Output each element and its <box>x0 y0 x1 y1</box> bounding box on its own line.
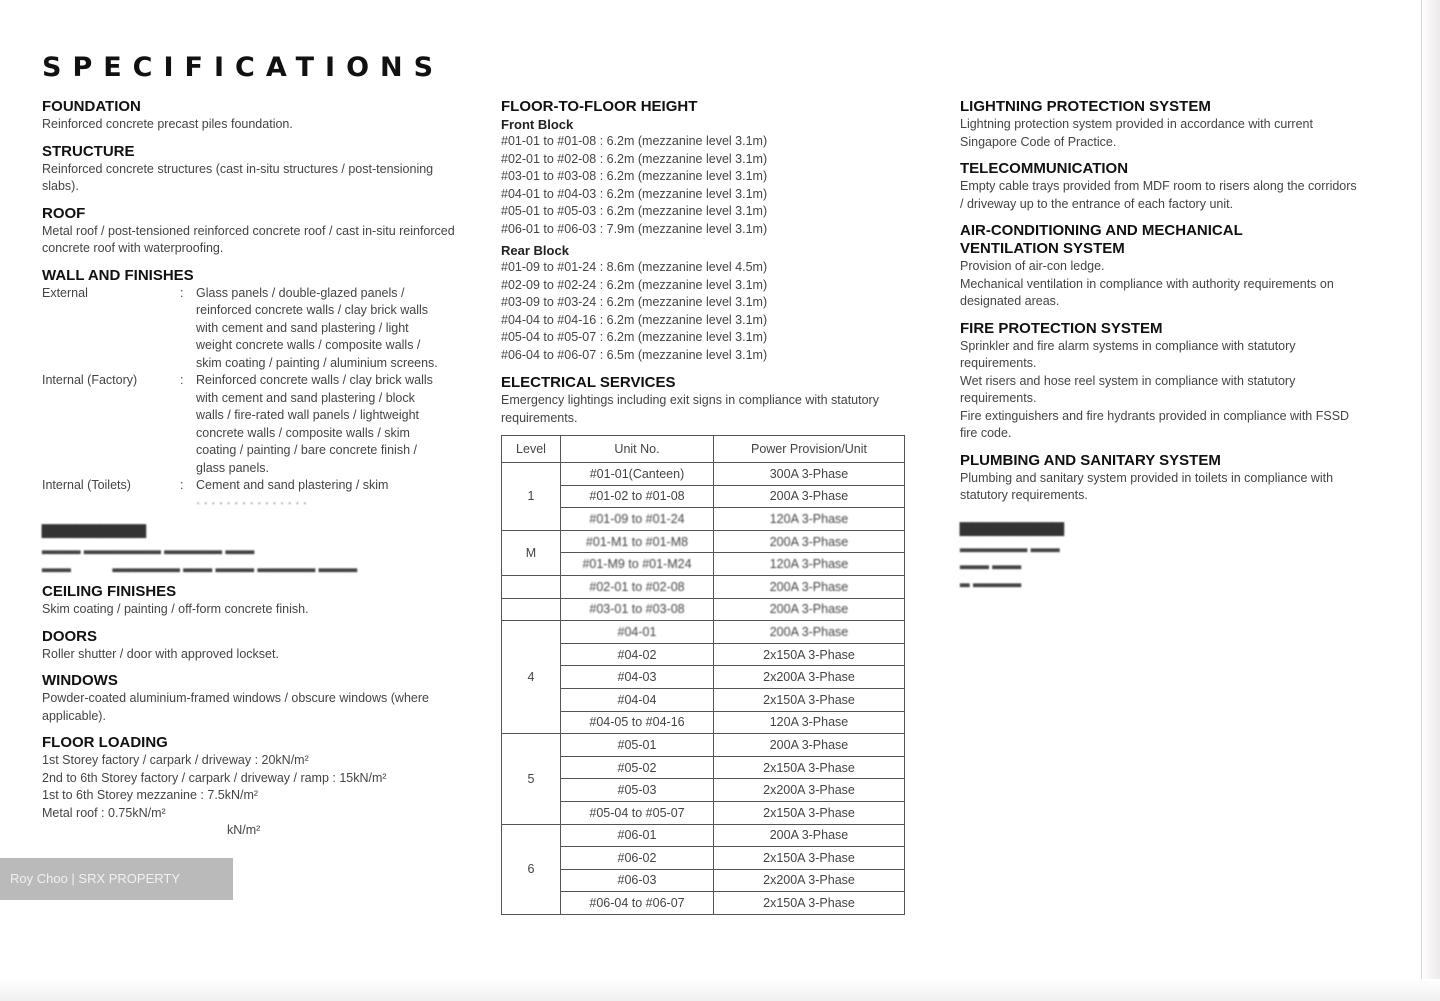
section-ceiling <box>42 583 462 619</box>
cell-unit-no: #06-02 <box>561 847 714 870</box>
heading-fire: FIRE PROTECTION SYSTEM <box>960 319 1163 337</box>
cell-power-provision: 200A 3-Phase <box>714 575 905 598</box>
column-left <box>42 98 462 849</box>
cell-unit-no: #01-M1 to #01-M8 <box>561 530 714 553</box>
heading-wall-finishes: WALL AND FINISHES <box>42 266 194 284</box>
heading-acmv-2: VENTILATION SYSTEM <box>960 240 1125 257</box>
text-foundation: Reinforced concrete precast piles foundation. <box>42 117 293 131</box>
heading-lightning: LIGHTNING PROTECTION SYSTEM <box>960 98 1211 115</box>
colon-separator: : <box>180 478 184 492</box>
section-electrical <box>501 374 911 915</box>
cell-level: 6 <box>502 824 561 914</box>
cell-power-provision: 120A 3-Phase <box>714 553 905 576</box>
table-row <box>502 643 905 666</box>
text-fire: Fire extinguishers and fire hydrants provided in compliance with FSSD fire code. <box>960 408 1350 440</box>
column-middle <box>501 98 911 924</box>
table-row <box>502 598 905 621</box>
cell-unit-no: #05-03 <box>561 779 714 802</box>
floor-loading-line: kN/m² <box>227 823 261 837</box>
section-plumbing <box>960 452 1360 505</box>
cell-power-provision: 2x200A 3-Phase <box>714 666 905 689</box>
table-row <box>502 530 905 553</box>
page-title: SPECIFICATIONS <box>42 52 445 83</box>
cell-power-provision: 2x150A 3-Phase <box>714 688 905 711</box>
cell-level: 4 <box>502 621 561 734</box>
cell-power-provision: 200A 3-Phase <box>714 621 905 644</box>
table-row <box>502 892 905 915</box>
cell-unit-no: #01-M9 to #01-M24 <box>561 553 714 576</box>
text-fire: Wet risers and hose reel system in compliance with statutory requirements. <box>960 373 1296 405</box>
cell-power-provision: 300A 3-Phase <box>714 463 905 486</box>
floor-height-line: #05-01 to #05-03 : 6.2m (mezzanine level 3.1m) <box>501 204 768 218</box>
table-row <box>502 801 905 824</box>
section-lightning <box>960 98 1360 151</box>
wall-label-internal-toilets: Internal (Toilets) <box>42 478 131 492</box>
text-plumbing: Plumbing and sanitary system provided in toilets in compliance with statutory requirements. <box>960 470 1334 502</box>
cell-power-provision: 2x150A 3-Phase <box>714 643 905 666</box>
power-provision-table <box>501 435 905 915</box>
blank-sep <box>180 495 196 513</box>
page-edge-right <box>1421 0 1440 1001</box>
text-acmv: Provision of air-con ledge. <box>960 259 1105 273</box>
table-row <box>502 621 905 644</box>
blurred-line: ▂▂▂▂▂▂▂ ▂▂▂ <box>960 537 1060 552</box>
cell-unit-no: #05-04 to #05-07 <box>561 801 714 824</box>
section-windows <box>42 672 462 725</box>
table-row <box>502 847 905 870</box>
table-body <box>502 463 905 915</box>
heading-roof: ROOF <box>42 204 86 222</box>
section-blurred-floor <box>42 521 462 574</box>
heading-floor-loading: FLOOR LOADING <box>42 734 168 751</box>
section-floor-loading <box>42 734 462 840</box>
wall-row-internal-factory <box>42 372 462 477</box>
cell-power-provision: 2x150A 3-Phase <box>714 847 905 870</box>
floor-height-line: #01-01 to #01-08 : 6.2m (mezzanine level 3.1m) <box>501 134 768 148</box>
cell-level <box>502 575 561 598</box>
cell-power-provision: 120A 3-Phase <box>714 711 905 734</box>
cell-unit-no: #01-02 to #01-08 <box>561 485 714 508</box>
colon-separator: : <box>180 373 184 387</box>
floor-height-line: #01-09 to #01-24 : 8.6m (mezzanine level 4.5m) <box>501 260 768 274</box>
floor-loading-line: 2nd to 6th Storey factory / carpark / driveway / ramp : 15kN/m² <box>42 770 387 785</box>
cell-unit-no: #04-04 <box>561 688 714 711</box>
cell-level: 5 <box>502 734 561 824</box>
watermark-text: Roy Choo | SRX PROPERTY <box>10 871 181 886</box>
text-lightning: Lightning protection system provided in accordance with current Singapore Code of Practice. <box>960 117 1313 149</box>
cell-power-provision: 120A 3-Phase <box>714 508 905 531</box>
heading-electrical: ELECTRICAL SERVICES <box>501 374 676 391</box>
table-row <box>502 734 905 757</box>
cell-power-provision: 200A 3-Phase <box>714 485 905 508</box>
floor-height-line: #02-01 to #02-08 : 6.2m (mezzanine level 3.1m) <box>501 151 768 166</box>
cell-unit-no: #02-01 to #02-08 <box>561 575 714 598</box>
cell-power-provision: 200A 3-Phase <box>714 824 905 847</box>
heading-foundation: FOUNDATION <box>42 98 141 115</box>
cell-unit-no: #01-09 to #01-24 <box>561 508 714 531</box>
cell-unit-no: #06-03 <box>561 869 714 892</box>
text-roof: Metal roof / post-tensioned reinforced concrete roof / cast in-situ reinforced concrete roof with waterproofing. <box>42 223 455 255</box>
text-doors: Roller shutter / door with approved lockset. <box>42 646 279 661</box>
section-blurred-right <box>960 519 1360 590</box>
table-row <box>502 508 905 531</box>
floor-height-line: #06-01 to #06-03 : 7.9m (mezzanine level 3.1m) <box>501 221 768 236</box>
floor-height-line: #04-04 to #04-16 : 6.2m (mezzanine level 3.1m) <box>501 312 768 327</box>
heading-ceiling: CEILING FINISHES <box>42 583 177 600</box>
blurred-text: · · · · · · · · · · · · · · · <box>196 495 308 510</box>
section-wall-finishes <box>42 267 462 513</box>
cell-unit-no: #06-04 to #06-07 <box>561 892 714 915</box>
table-row <box>502 575 905 598</box>
cell-power-provision: 2x150A 3-Phase <box>714 756 905 779</box>
cell-power-provision: 200A 3-Phase <box>714 530 905 553</box>
section-acmv <box>960 222 1360 311</box>
subheading-rear-block: Rear Block <box>501 243 569 258</box>
wall-value-internal-factory: Reinforced concrete walls / clay brick walls with cement and sand plastering / block walls / fire-rated wall panels / lightweight concrete walls / composite walls / skim coating / painting / bare concrete finish / glass panels. <box>196 373 433 475</box>
table-row <box>502 688 905 711</box>
cell-power-provision: 200A 3-Phase <box>714 734 905 757</box>
cell-power-provision: 2x200A 3-Phase <box>714 779 905 802</box>
floor-height-line: #05-04 to #05-07 : 6.2m (mezzanine level 3.1m) <box>501 330 768 344</box>
floor-height-line: #02-09 to #02-24 : 6.2m (mezzanine level 3.1m) <box>501 277 768 292</box>
blurred-line: ▂▂▂ ▂▂▂ <box>960 555 1022 569</box>
blurred-heading: ▆▆▆▆▆▆▆▆▆ <box>42 521 146 538</box>
cell-power-provision: 2x150A 3-Phase <box>714 892 905 915</box>
cell-power-provision: 2x150A 3-Phase <box>714 801 905 824</box>
blurred-line: ▂▂▂ ▂▂▂▂▂▂▂ ▂▂▂ ▂▂▂▂ ▂▂▂▂▂▂ ▂▂▂▂ <box>42 557 358 572</box>
heading-doors: DOORS <box>42 627 98 645</box>
table-row <box>502 553 905 576</box>
page-edge-bottom <box>0 979 1440 1001</box>
floor-height-line: #04-01 to #04-03 : 6.2m (mezzanine level 3.1m) <box>501 186 768 201</box>
wall-row-external <box>42 285 462 373</box>
cell-unit-no: #05-02 <box>561 756 714 779</box>
header-power-provision: Power Provision/Unit <box>714 436 905 463</box>
wall-value-internal-toilets: Cement and sand plastering / skim <box>196 478 389 492</box>
text-acmv: Mechanical ventilation in compliance with authority requirements on designated areas. <box>960 276 1334 308</box>
section-floor-to-floor <box>501 98 911 364</box>
front-block-list <box>501 133 911 238</box>
table-row <box>502 666 905 689</box>
watermark-banner <box>0 858 233 900</box>
floor-height-line: #03-09 to #03-24 : 6.2m (mezzanine level 3.1m) <box>501 295 768 309</box>
cell-power-provision: 200A 3-Phase <box>714 598 905 621</box>
cell-unit-no: #05-01 <box>561 734 714 757</box>
table-row <box>502 869 905 892</box>
table-row <box>502 485 905 508</box>
heading-telecom: TELECOMMUNICATION <box>960 160 1129 177</box>
cell-unit-no: #06-01 <box>561 824 714 847</box>
wall-row-internal-toilets <box>42 477 462 495</box>
cell-unit-no: #04-03 <box>561 666 714 689</box>
heading-windows: WINDOWS <box>42 672 118 689</box>
section-roof <box>42 205 462 258</box>
floor-loading-line: Metal roof : 0.75kN/m² <box>42 805 166 820</box>
blurred-line: ▂▂▂▂ ▂▂▂▂▂▂▂▂ ▂▂▂▂▂▂ ▂▂▂ <box>42 540 255 554</box>
section-fire <box>960 320 1360 443</box>
table-row <box>502 756 905 779</box>
wall-label-external: External <box>42 285 88 300</box>
wall-label-internal-factory: Internal (Factory) <box>42 373 138 387</box>
table-row <box>502 463 905 486</box>
table-header-row <box>502 436 905 463</box>
heading-floor-to-floor: FLOOR-TO-FLOOR HEIGHT <box>501 98 698 115</box>
text-ceiling: Skim coating / painting / off-form concrete finish. <box>42 602 309 616</box>
section-doors <box>42 628 462 664</box>
table-row <box>502 711 905 734</box>
heading-structure: STRUCTURE <box>42 142 135 160</box>
text-windows: Powder-coated aluminium-framed windows / obscure windows (where applicable). <box>42 691 429 723</box>
floor-loading-line: 1st to 6th Storey mezzanine : 7.5kN/m² <box>42 788 259 802</box>
column-right <box>960 98 1360 598</box>
wall-row-blurred <box>42 495 462 513</box>
cell-power-provision: 2x200A 3-Phase <box>714 869 905 892</box>
floor-height-line: #03-01 to #03-08 : 6.2m (mezzanine level 3.1m) <box>501 169 768 183</box>
blank-label <box>42 495 180 513</box>
header-level: Level <box>502 436 561 463</box>
cell-unit-no: #04-01 <box>561 621 714 644</box>
floor-height-line: #06-04 to #06-07 : 6.5m (mezzanine level 3.1m) <box>501 347 768 362</box>
wall-value-external: Glass panels / double-glazed panels / reinforced concrete walls / clay brick walls with cement and sand plastering / light weight concrete walls / composite walls / skim coating / painting / aluminium screens. <box>196 285 438 370</box>
cell-unit-no: #04-02 <box>561 643 714 666</box>
heading-plumbing: PLUMBING AND SANITARY SYSTEM <box>960 451 1221 469</box>
cell-level <box>502 598 561 621</box>
text-telecom: Empty cable trays provided from MDF room to risers along the corridors / driveway up to the entrance of each factory unit. <box>960 179 1357 211</box>
blurred-heading: ▆▆▆▆▆▆▆▆▆ <box>960 518 1064 536</box>
text-fire: Sprinkler and fire alarm systems in compliance with statutory requirements. <box>960 338 1296 370</box>
text-structure: Reinforced concrete structures (cast in-situ structures / post-tensioning slabs). <box>42 161 434 193</box>
section-telecom <box>960 160 1360 213</box>
blurred-line: ▂ ▂▂▂▂▂ <box>960 572 1022 587</box>
cell-level: M <box>502 530 561 575</box>
floor-loading-line: 1st Storey factory / carpark / driveway : 20kN/m² <box>42 753 309 767</box>
text-electrical: Emergency lightings including exit signs in compliance with statutory requirements. <box>501 393 879 425</box>
cell-unit-no: #03-01 to #03-08 <box>561 598 714 621</box>
cell-unit-no: #04-05 to #04-16 <box>561 711 714 734</box>
rear-block-list <box>501 259 911 364</box>
table-row <box>502 779 905 802</box>
cell-level: 1 <box>502 463 561 531</box>
section-foundation <box>42 98 462 134</box>
cell-unit-no: #01-01(Canteen) <box>561 463 714 486</box>
subheading-front-block: Front Block <box>501 117 574 132</box>
section-structure <box>42 143 462 196</box>
heading-acmv-1: AIR-CONDITIONING AND MECHANICAL <box>960 222 1243 239</box>
colon-separator: : <box>180 285 184 300</box>
header-unit-no: Unit No. <box>561 436 714 463</box>
table-row <box>502 824 905 847</box>
